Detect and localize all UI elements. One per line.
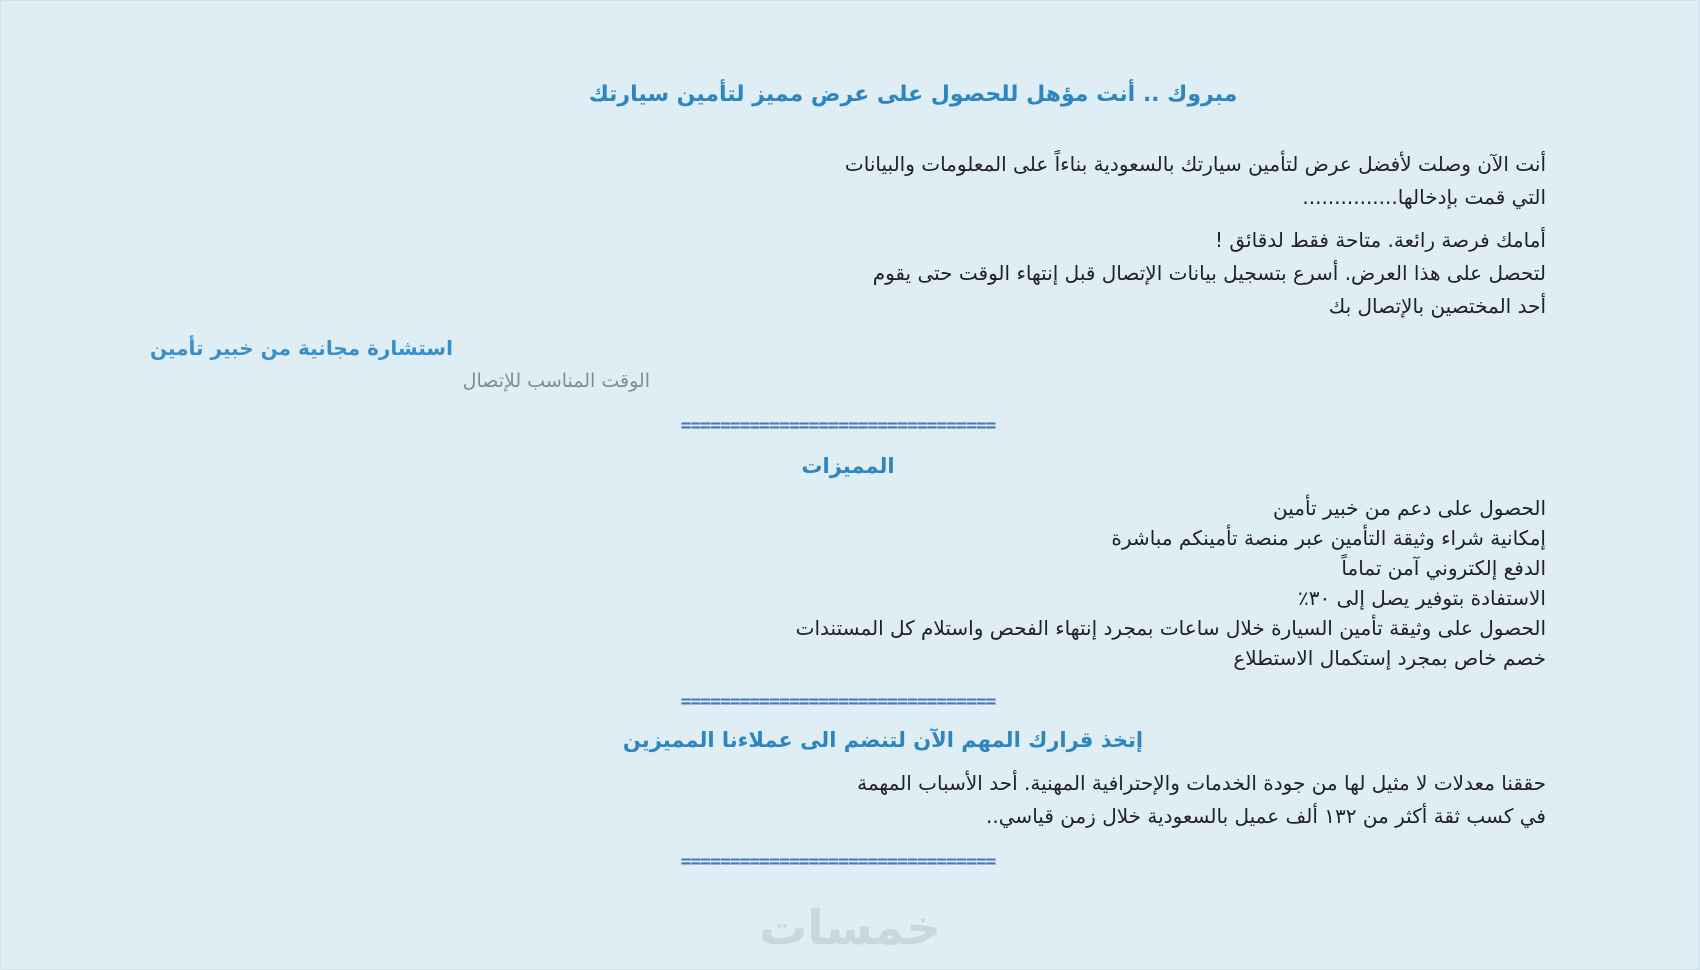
cta-line-2: في كسب ثقة أكثر من ١٣٢ ألف عميل بالسعودية خلال زمن قياسي..	[986, 804, 1546, 828]
divider-3: ================================	[680, 851, 996, 872]
feature-item-4: الاستفادة بتوفير يصل إلى ٣٠٪	[1298, 586, 1546, 610]
opportunity-line-3: أحد المختصين بالإتصال بك	[1328, 294, 1546, 318]
free-consultation-link[interactable]: استشارة مجانية من خبير تأمين	[150, 336, 453, 360]
features-list	[150, 493, 1546, 673]
consultation-block	[150, 331, 650, 397]
khamsat-watermark: خمسات	[759, 900, 941, 956]
divider-2: ================================	[680, 691, 996, 712]
opportunity-line-2: لتحصل على هذا العرض. أسرع بتسجيل بيانات الإتصال قبل إنتهاء الوقت حتى يقوم	[872, 261, 1546, 285]
contact-time-label: الوقت المناسب للإتصال	[462, 370, 650, 392]
divider-1-wrap	[545, 415, 1131, 437]
intro-line-1: أنت الآن وصلت لأفضل عرض لتأمين سيارتك بالسعودية بناءاً على المعلومات والبيانات	[844, 152, 1546, 176]
intro-line-2: التي قمت بإدخالها...............	[1302, 185, 1546, 209]
divider-3-wrap	[545, 851, 1131, 873]
feature-item-6: خصم خاص بمجرد إستكمال الاستطلاع	[1233, 646, 1546, 670]
features-heading: المميزات	[801, 454, 895, 478]
opportunity-line-1: أمامك فرصة رائعة. متاحة فقط لدقائق !	[1215, 228, 1546, 252]
intro-paragraph	[150, 148, 1546, 214]
offer-content	[150, 78, 1546, 873]
feature-item-3: الدفع إلكتروني آمن تماماً	[1341, 556, 1546, 580]
feature-item-5: الحصول على وثيقة تأمين السيارة خلال ساعات بمجرد إنتهاء الفحص واستلام كل المستندات	[795, 616, 1546, 640]
cta-paragraph	[150, 767, 1546, 833]
divider-2-wrap	[545, 691, 1131, 713]
cta-line-1: حققنا معدلات لا مثيل لها من جودة الخدمات والإحترافية المهنية. أحد الأسباب المهمة	[857, 771, 1546, 795]
feature-item-2: إمكانية شراء وثيقة التأمين عبر منصة تأمينكم مباشرة	[1111, 526, 1546, 550]
offer-title: مبروك .. أنت مؤهل للحصول على عرض مميز لتأمين سيارتك	[588, 82, 1238, 107]
feature-item-1: الحصول على دعم من خبير تأمين	[1273, 496, 1546, 520]
opportunity-paragraph	[150, 224, 1546, 323]
cta-heading: إتخذ قرارك المهم الآن لتنضم الى عملاءنا المميزين	[622, 728, 1144, 752]
divider-1: ================================	[680, 415, 996, 436]
